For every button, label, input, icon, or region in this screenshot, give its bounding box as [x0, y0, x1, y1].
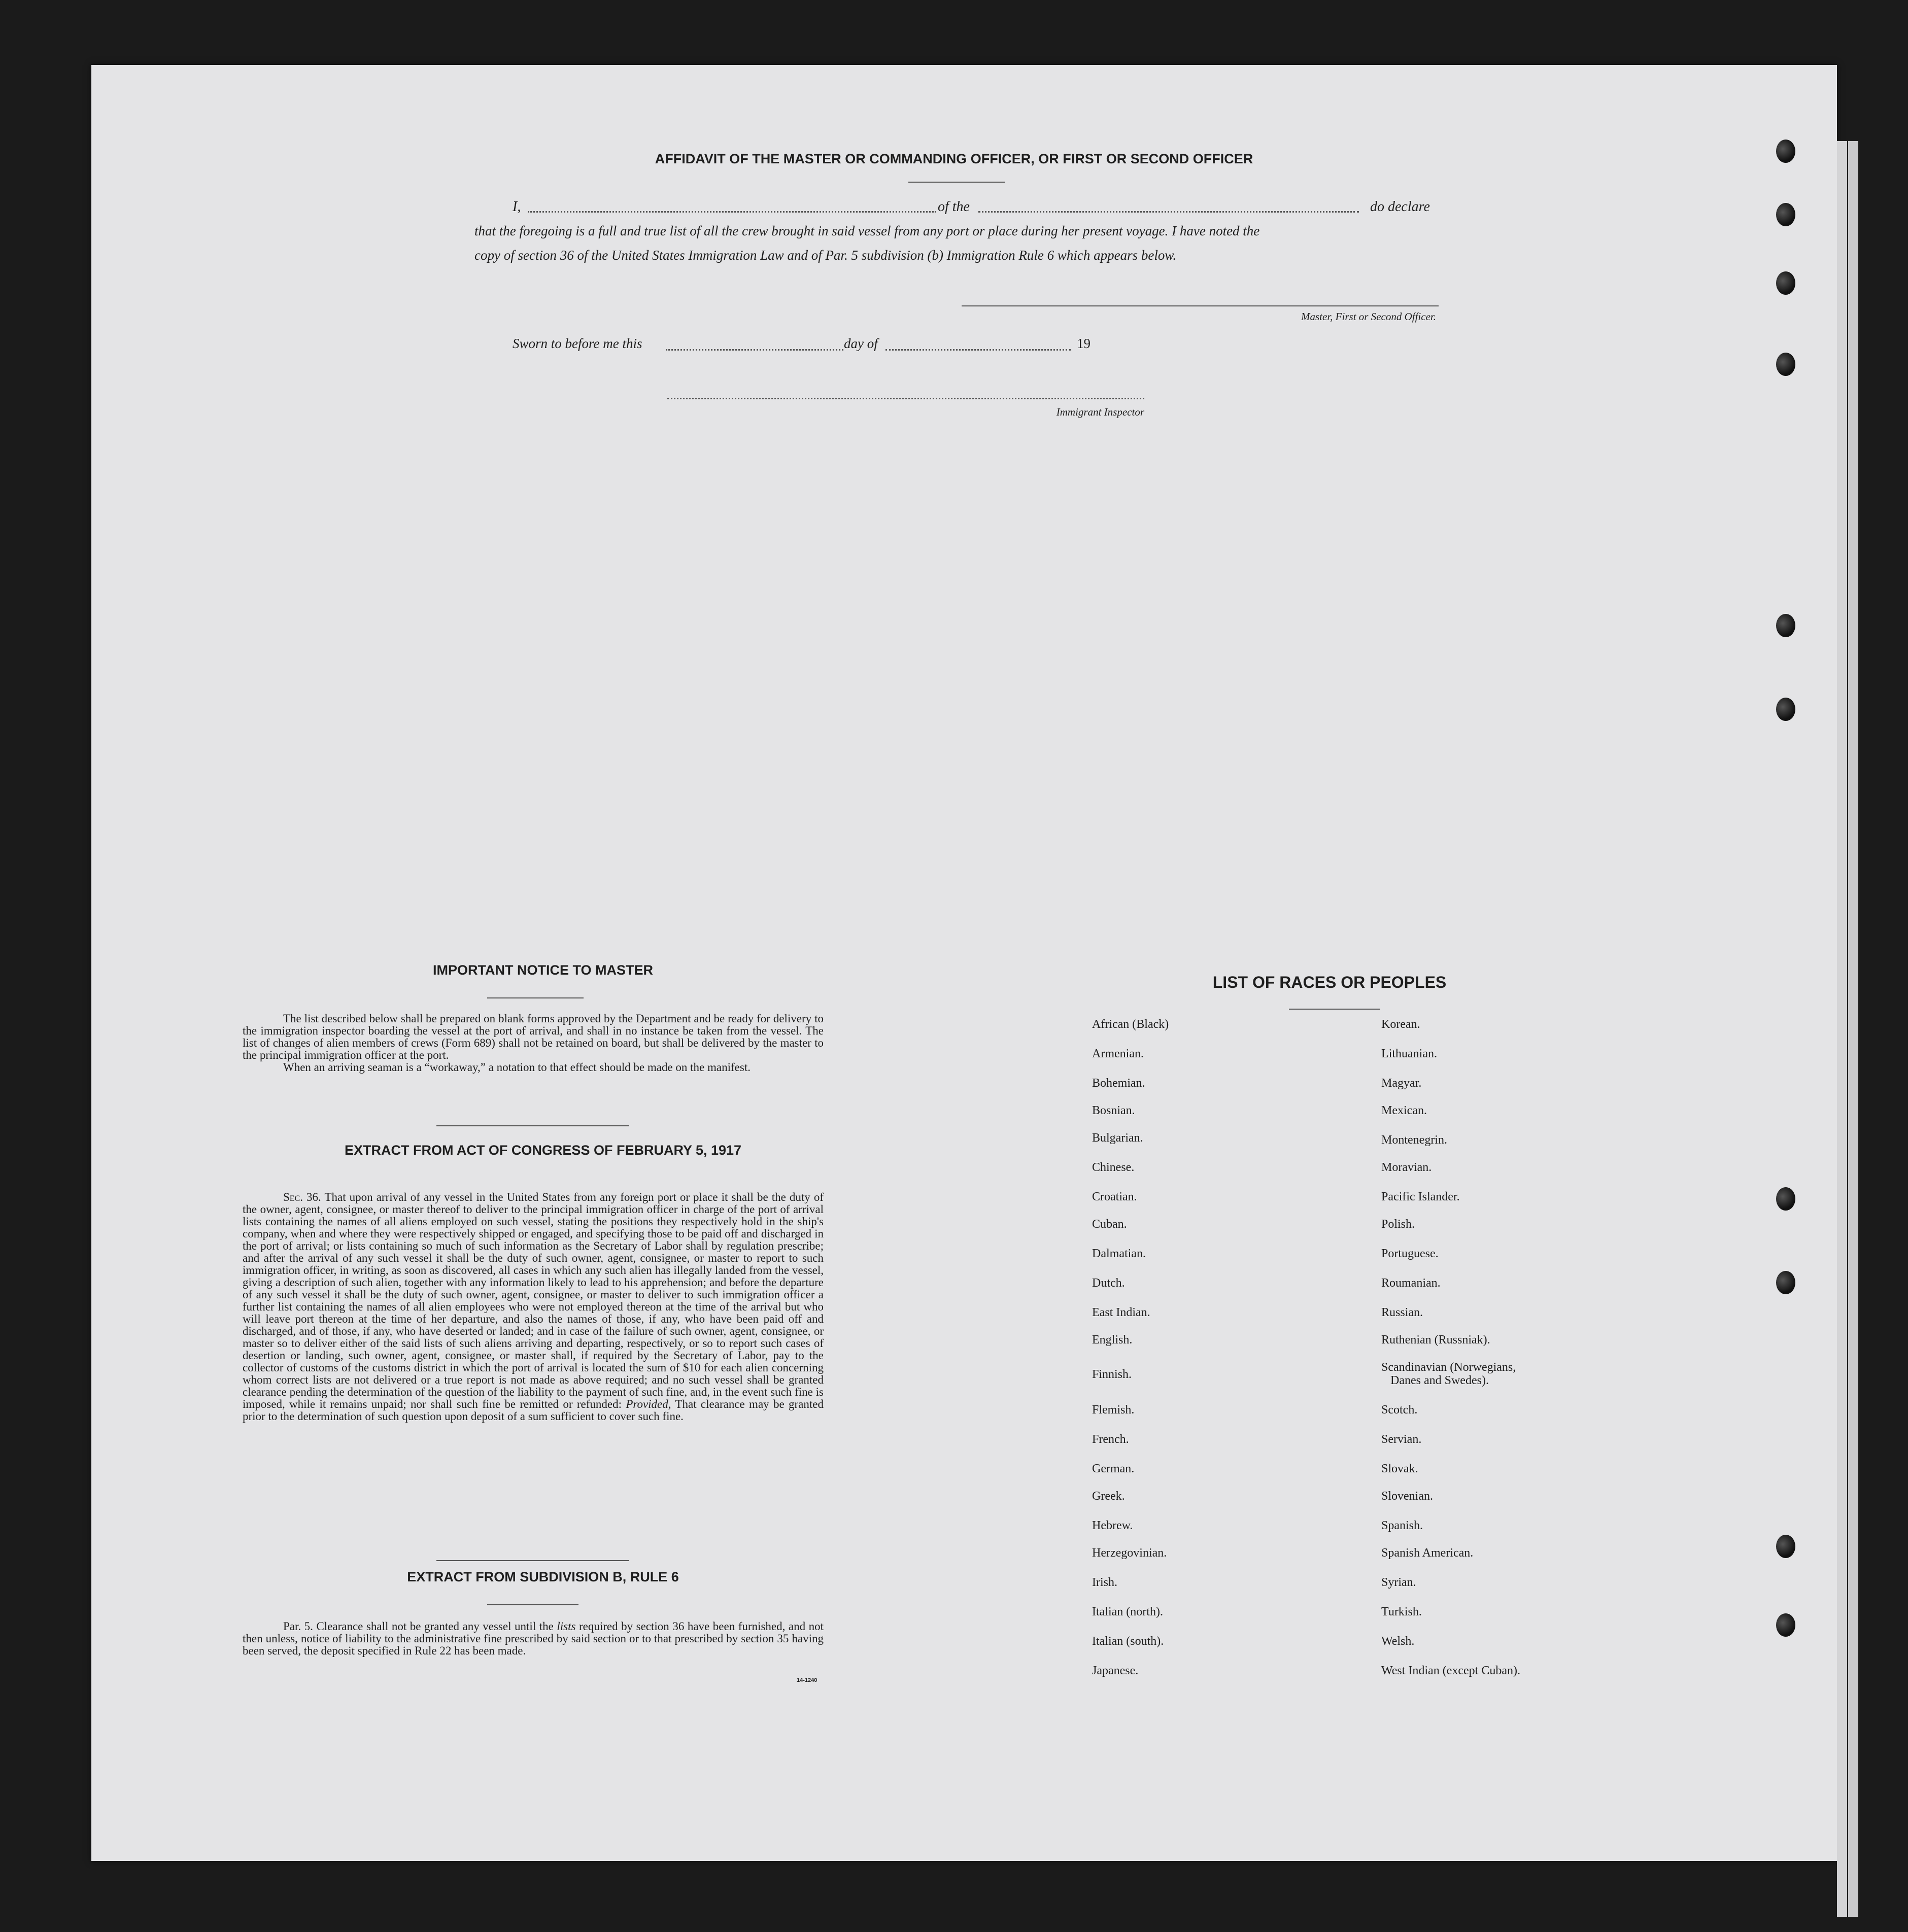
race-item: Mexican. — [1381, 1104, 1427, 1117]
race-item: Magyar. — [1381, 1077, 1422, 1090]
extract-rule-title: EXTRACT FROM SUBDIVISION B, RULE 6 — [407, 1569, 679, 1584]
race-item: Irish. — [1092, 1576, 1117, 1589]
notice-text — [243, 1013, 824, 1074]
lists-word: lists — [557, 1620, 576, 1633]
race-item: Armenian. — [1092, 1047, 1144, 1060]
section-36-text: That upon arrival of any vessel in the United States from any foreign port or place it shall be the duty of the owner, agent, consignee, or master thereof to deliver to the principal immigration officer in charge of the port of arrival lists containing the names of all aliens employed on such vessel, stating the positions they respectively hold in the ship's company, when and where they were respectively shipped or engaged, and specifying those to be paid off and discharged in the port of arrival; or lists containing so much of such information as the Secretary of Labor shall by regulation prescribe; and after the arrival of any such vessel it shall be the duty of such owner, agent, consignee, or master to report to such immigration officer, in writing, as soon as discovered, all cases in which any such alien has illegally landed from the vessel, giving a description of such alien, together with any information likely to lead to his apprehension; and before the departure of any such vessel it shall be the duty of such owner, agent, consignee, or master to deliver to such immigration officer a further list containing the names of all alien employees who were not employed thereon at the time of the arrival but who will leave port thereon at the time of her departure, and also the names of those, if any, who have been paid off and discharged, and of those, if any, who have deserted or landed; and in case of the failure of such owner, agent, consignee, or master so to deliver either of the said lists of such aliens arriving and departing, respectively, or so to report such cases of desertion or landing, such owner, agent, consignee, or master shall, if required by the Secretary of Labor, pay to the collector of customs of the customs district in which the port of arrival is located the sum of $10 for each alien concerning whom correct lists are not delivered or a true report is not made as above required; and no such vessel shall be granted clearance pending the determination of the question of the liability to the payment of such fine, and, in the event such fine is imposed, while it remains unpaid; nor shall such fine be remitted or refunded: — [243, 1191, 824, 1410]
race-item: Spanish. — [1381, 1519, 1423, 1532]
race-item: Moravian. — [1381, 1161, 1432, 1174]
divider — [487, 1604, 578, 1605]
race-item: Portuguese. — [1381, 1247, 1439, 1260]
race-item: Chinese. — [1092, 1161, 1135, 1174]
inspector-caption: Immigrant Inspector — [1056, 406, 1144, 418]
race-item: German. — [1092, 1462, 1135, 1475]
race-item: Bohemian. — [1092, 1077, 1145, 1090]
vessel-blank-line — [978, 211, 1359, 213]
page-edge — [1837, 141, 1847, 1917]
race-item: African (Black) — [1092, 1018, 1169, 1031]
divider — [487, 997, 584, 998]
notice-paragraph-1: The list described below shall be prepared on blank forms approved by the Department and be ready for delivery to the immigration inspector boarding the vessel at the port of arrival, and shall in no instance be taken from the vessel. The list of changes of alien members of crews (Form 689) shall not be retained on board, but shall be delivered by the master to the principal immigration officer at the port. — [243, 1012, 824, 1061]
affidavit-title: AFFIDAVIT OF THE MASTER OR COMMANDING OFFICER, OR FIRST OR SECOND OFFICER — [655, 151, 1253, 166]
form-number: 14-1240 — [797, 1677, 817, 1683]
race-item: Polish. — [1381, 1218, 1415, 1231]
affidavit-do-declare: do declare — [1370, 199, 1430, 215]
notice-paragraph-2: When an arriving seaman is a “workaway,” a notation to that effect should be made on the manifest. — [283, 1061, 751, 1074]
binder-hole — [1776, 271, 1795, 295]
race-item: Roumanian. — [1381, 1276, 1441, 1290]
binder-hole — [1776, 1613, 1795, 1637]
sworn-day-line — [666, 349, 843, 351]
race-item: Turkish. — [1381, 1605, 1422, 1618]
sworn-day-of: day of — [844, 336, 878, 351]
race-item: English. — [1092, 1333, 1133, 1347]
races-title: LIST OF RACES OR PEOPLES — [1212, 973, 1447, 991]
race-item: Scotch. — [1381, 1403, 1418, 1417]
sworn-prefix: Sworn to before me this — [513, 336, 642, 351]
race-item: French. — [1092, 1433, 1129, 1446]
race-item: Servian. — [1381, 1433, 1422, 1446]
affidavit-i: I, — [513, 199, 521, 215]
race-item: Spanish American. — [1381, 1546, 1474, 1560]
binder-hole — [1776, 353, 1795, 376]
race-item: Montenegrin. — [1381, 1133, 1447, 1147]
race-item: Danes and Swedes). — [1390, 1374, 1489, 1387]
race-item: Slovak. — [1381, 1462, 1418, 1475]
extract-act-text — [243, 1191, 824, 1423]
race-item: Bulgarian. — [1092, 1131, 1143, 1145]
extract-act-title: EXTRACT FROM ACT OF CONGRESS OF FEBRUARY 5, 1917 — [344, 1143, 742, 1158]
race-item: East Indian. — [1092, 1306, 1150, 1319]
race-item: Bosnian. — [1092, 1104, 1135, 1117]
race-item: West Indian (except Cuban). — [1381, 1664, 1520, 1677]
binder-hole — [1776, 1535, 1795, 1558]
race-item: Lithuanian. — [1381, 1047, 1437, 1060]
race-item: Ruthenian (Russniak). — [1381, 1333, 1490, 1347]
section-label: Sec. 36. — [283, 1191, 321, 1203]
sworn-year: 19 — [1077, 336, 1091, 351]
race-item: Dutch. — [1092, 1276, 1125, 1290]
race-item: Greek. — [1092, 1490, 1125, 1503]
divider — [436, 1125, 629, 1126]
name-blank-line — [528, 211, 936, 213]
binder-hole — [1776, 140, 1795, 163]
race-item: Korean. — [1381, 1018, 1420, 1031]
binder-hole — [1776, 614, 1795, 637]
race-item: Scandinavian (Norwegians, — [1381, 1361, 1516, 1374]
divider — [1289, 1009, 1380, 1010]
provided-word: Provided, — [626, 1398, 671, 1410]
binder-hole — [1776, 698, 1795, 721]
extract-rule-text — [243, 1620, 824, 1657]
inspector-signature-line — [667, 398, 1144, 399]
sworn-month-line — [885, 349, 1071, 351]
race-item: Croatian. — [1092, 1190, 1137, 1203]
race-item: Herzegovinian. — [1092, 1546, 1167, 1560]
par-5-text-end: required by section 36 have been furnished, and not then unless, notice of liability to the administrative fine prescribed by said section or to that prescribed by section 35 having been served, the deposit specified in Rule 22 has been made. — [243, 1620, 824, 1657]
divider — [436, 1560, 629, 1561]
race-item: Dalmatian. — [1092, 1247, 1146, 1260]
master-signature-line — [962, 305, 1439, 306]
race-item: Pacific Islander. — [1381, 1190, 1460, 1203]
race-item: Cuban. — [1092, 1218, 1127, 1231]
race-item: Japanese. — [1092, 1664, 1139, 1677]
affidavit-line-3: copy of section 36 of the United States Immigration Law and of Par. 5 subdivision (b) Immigration Rule 6 which appears below. — [474, 248, 1177, 263]
race-item: Finnish. — [1092, 1368, 1132, 1381]
race-item: Russian. — [1381, 1306, 1423, 1319]
affidavit-of-the: of the — [938, 199, 970, 215]
race-item: Slovenian. — [1381, 1490, 1433, 1503]
binder-hole — [1776, 203, 1795, 226]
master-signature-caption: Master, First or Second Officer. — [1301, 310, 1436, 323]
race-item: Italian (south). — [1092, 1635, 1164, 1648]
divider — [908, 182, 1005, 183]
page-edge — [1848, 141, 1858, 1917]
affidavit-line-2: that the foregoing is a full and true list of all the crew brought in said vessel from any port or place during her present voyage. I have noted the — [474, 223, 1260, 238]
par-5-text: Par. 5. Clearance shall not be granted any vessel until the — [283, 1620, 554, 1633]
race-item: Italian (north). — [1092, 1605, 1163, 1618]
section-36-text-end: That clearance may be granted prior to the determination of such question upon deposit of a sum sufficient to cover such fine. — [243, 1398, 824, 1423]
notice-title: IMPORTANT NOTICE TO MASTER — [433, 962, 653, 978]
race-item: Hebrew. — [1092, 1519, 1133, 1532]
par-5-paragraph — [243, 1620, 824, 1657]
section-36-paragraph — [243, 1191, 824, 1423]
race-item: Welsh. — [1381, 1635, 1415, 1648]
race-item: Flemish. — [1092, 1403, 1135, 1417]
race-item: Syrian. — [1381, 1576, 1416, 1589]
binder-hole — [1776, 1187, 1795, 1211]
binder-hole — [1776, 1271, 1795, 1294]
